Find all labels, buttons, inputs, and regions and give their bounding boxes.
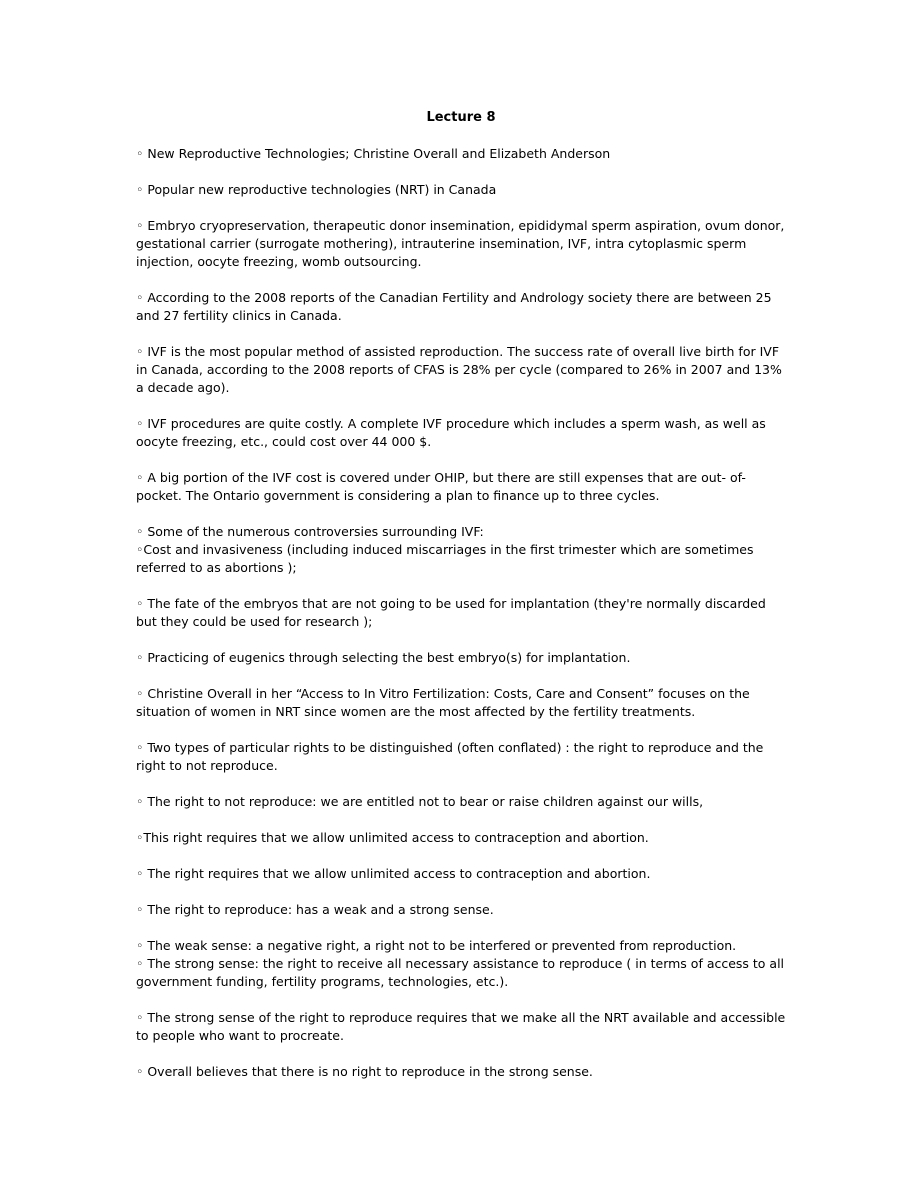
paragraph-line: ◦ New Reproductive Technologies; Christine Overall and Elizabeth Anderson xyxy=(136,146,611,161)
paragraph xyxy=(136,937,786,991)
paragraph xyxy=(136,865,786,883)
paragraph xyxy=(136,595,786,631)
paragraph xyxy=(136,523,786,577)
paragraph-line: ◦ Some of the numerous controversies surrounding IVF: xyxy=(136,524,484,539)
paragraph xyxy=(136,901,786,919)
paragraph xyxy=(136,289,786,325)
paragraph xyxy=(136,217,786,271)
paragraph-line: ◦This right requires that we allow unlimited access to contraception and abortion. xyxy=(136,830,649,845)
paragraph-line: ◦ The fate of the embryos that are not going to be used for implantation (they're normally discarded but they could be used for research ); xyxy=(136,596,766,629)
document-body xyxy=(136,145,786,1081)
paragraph-line: ◦ The strong sense of the right to reproduce requires that we make all the NRT available and accessible to people who want to procreate. xyxy=(136,1010,786,1043)
paragraph xyxy=(136,181,786,199)
paragraph xyxy=(136,1063,786,1081)
paragraph-line: ◦ Practicing of eugenics through selecting the best embryo(s) for implantation. xyxy=(136,650,631,665)
paragraph xyxy=(136,145,786,163)
paragraph xyxy=(136,649,786,667)
paragraph xyxy=(136,1009,786,1045)
paragraph xyxy=(136,343,786,397)
paragraph-line: ◦ The strong sense: the right to receive all necessary assistance to reproduce ( in terms of access to all government funding, fertility programs, technologies, etc.). xyxy=(136,956,785,989)
paragraph-line: ◦ The weak sense: a negative right, a right not to be interfered or prevented from reproduction. xyxy=(136,938,737,953)
paragraph-line: ◦ Christine Overall in her “Access to In Vitro Fertilization: Costs, Care and Consent” focuses on the situation of women in NRT since women are the most affected by the fertility treatments. xyxy=(136,686,750,719)
paragraph xyxy=(136,469,786,505)
paragraph-line: ◦ Popular new reproductive technologies (NRT) in Canada xyxy=(136,182,497,197)
paragraph-line: ◦ According to the 2008 reports of the Canadian Fertility and Andrology society there are between 25 and 27 fertility clinics in Canada. xyxy=(136,290,772,323)
paragraph xyxy=(136,415,786,451)
paragraph-line: ◦ A big portion of the IVF cost is covered under OHIP, but there are still expenses that are out- of-pocket. The Ontario government is considering a plan to finance up to three cycles. xyxy=(136,470,746,503)
paragraph-line: ◦ The right to reproduce: has a weak and a strong sense. xyxy=(136,902,494,917)
paragraph xyxy=(136,829,786,847)
paragraph xyxy=(136,793,786,811)
paragraph-line: ◦ Two types of particular rights to be distinguished (often conflated) : the right to reproduce and the right to not reproduce. xyxy=(136,740,764,773)
paragraph xyxy=(136,739,786,775)
paragraph-line: ◦ The right requires that we allow unlimited access to contraception and abortion. xyxy=(136,866,651,881)
paragraph-line: ◦Cost and invasiveness (including induced miscarriages in the first trimester which are sometimes referred to as abortions ); xyxy=(136,542,754,575)
document-page xyxy=(136,109,786,1099)
paragraph-line: ◦ Embryo cryopreservation, therapeutic donor insemination, epididymal sperm aspiration, ovum donor, gestational carrier (surrogate mothering), intrauterine insemination, IVF, intra cytoplasmic sperm injection, oocyte freezing, womb outsourcing. xyxy=(136,218,785,269)
paragraph-line: ◦ IVF procedures are quite costly. A complete IVF procedure which includes a sperm wash, as well as oocyte freezing, etc., could cost over 44 000 $. xyxy=(136,416,766,449)
paragraph-line: ◦ Overall believes that there is no right to reproduce in the strong sense. xyxy=(136,1064,593,1079)
paragraph-line: ◦ IVF is the most popular method of assisted reproduction. The success rate of overall live birth for IVF in Canada, according to the 2008 reports of CFAS is 28% per cycle (compared to 26% in 2007 and 13% a decade ago). xyxy=(136,344,782,395)
paragraph-line: ◦ The right to not reproduce: we are entitled not to bear or raise children against our wills, xyxy=(136,794,704,809)
document-title: Lecture 8 xyxy=(426,110,496,125)
paragraph xyxy=(136,685,786,721)
